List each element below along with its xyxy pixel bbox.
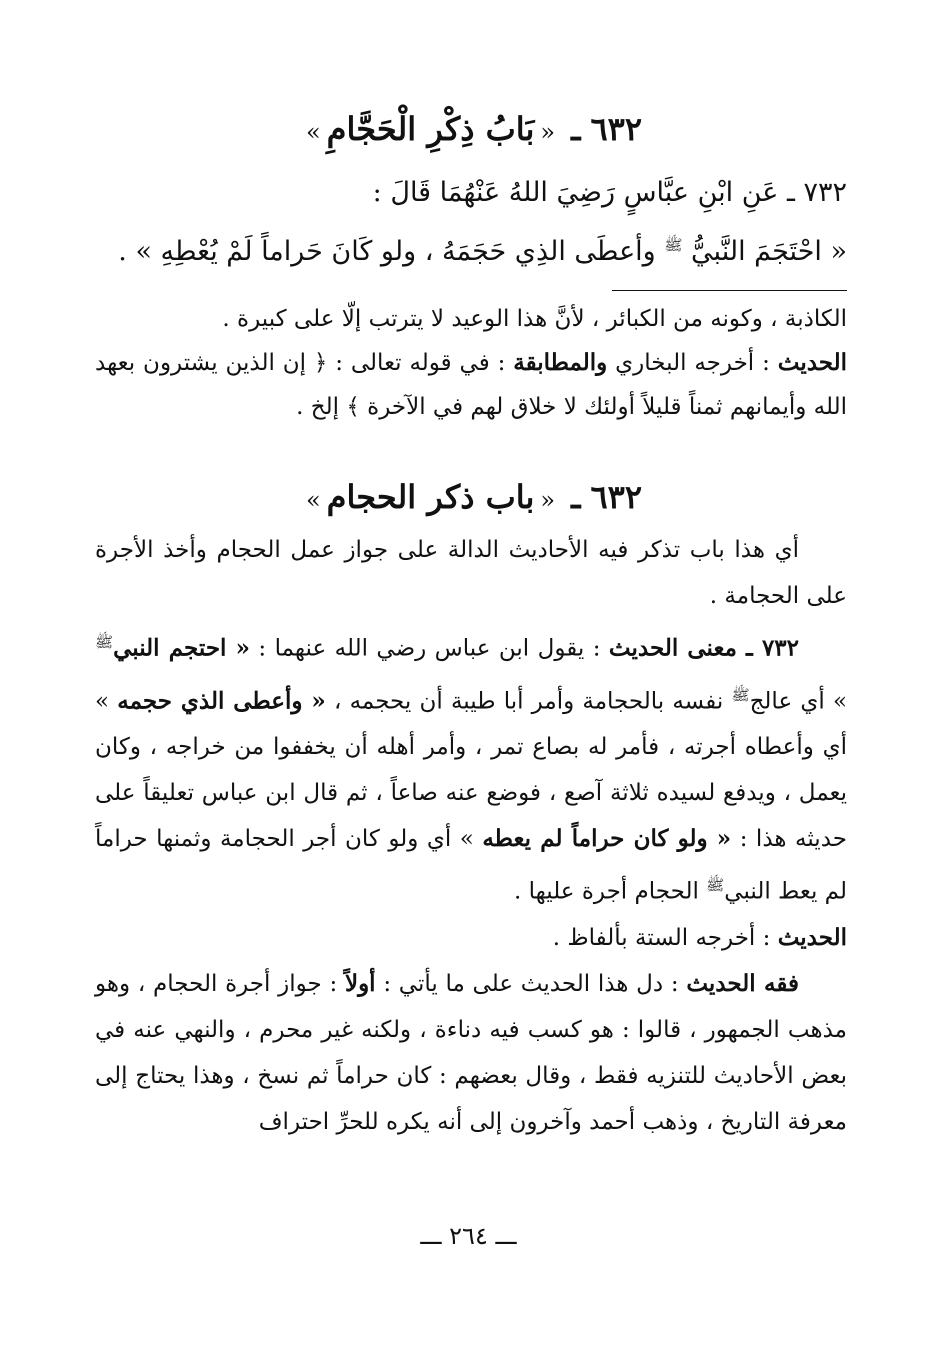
commentary-close-quote: » [305, 486, 321, 514]
page-number: ـــ ٢٦٤ ـــ [420, 1222, 517, 1250]
footnote-mutabaqa-label: والمطابقة [513, 349, 608, 376]
page-content [95, 105, 847, 1285]
hadith-matn-part2: وأعطَى الذِي حَجَمَهُ ، ولو كَانَ حَراماً لَمْ يُعْطِهِ » . [118, 236, 656, 267]
commentary-meaning [95, 619, 847, 915]
meaning-text-1: : يقول ابن عباس رضي الله عنهما : [258, 635, 601, 662]
salla-ligature: ﷺ [664, 236, 683, 254]
commentary-takhrij-text: : أخرجه الستة بألفاظ . [552, 924, 771, 951]
close-quote: » [305, 118, 321, 146]
footnote-mutabaqa-text: : في قوله تعالى : ﴿ إن الذين يشترون بعهد الله وأيمانهم ثمناً قليلاً أولئك لا خلاق لهم في الآخرة ﴾ إلخ . [95, 350, 847, 420]
fiqh-label: فقه الحديث [686, 969, 800, 997]
meaning-text-3: نفسه بالحجامة وأمر أبا طيبة أن يحجمه ، [333, 688, 724, 715]
commentary-heading-number: ٦٣٢ [590, 478, 643, 516]
meaning-label: ٧٣٢ ـ معنى الحديث [608, 634, 799, 662]
commentary-intro: أي هذا باب تذكر فيه الأحاديث الدالة على جواز عمل الحجام وأخذ الأجرة على الحجامة . [95, 537, 847, 609]
open-quote: « [540, 118, 556, 146]
salla-ligature-4: ﷺ [706, 876, 725, 895]
hadith-matn [95, 219, 847, 278]
quote-1: « احتجم النبي [113, 634, 250, 662]
chapter-title: بَابُ ذِكْرِ الْحَجَّامِ [326, 110, 535, 148]
hadith-isnad: ٧٣٢ ـ عَنِ ابْنِ عبَّاسٍ رَضِيَ اللهُ عَنْهُمَا قَالَ : [372, 177, 847, 208]
commentary-takhrij [95, 915, 847, 961]
commentary-heading-title: باب ذكر الحجام [326, 478, 535, 516]
quote-3: « ولو كان حراماً لم يعطه [482, 825, 732, 853]
footnote-line1: الكاذبة ، وكونه من الكبائر ، لأنَّ هذا الوعيد لا يترتب إلّا على كبيرة . [222, 306, 847, 332]
quote-2: « وأعطى الذي حجمه [117, 687, 326, 715]
footnote-separator [612, 290, 847, 291]
fiqh-text-1: : دل هذا الحديث على ما يأتي : [383, 970, 679, 997]
salla-ligature-2: ﷺ [95, 633, 114, 651]
chapter-heading [95, 105, 847, 153]
commentary-takhrij-label: الحديث [777, 923, 847, 951]
footnote-takhrij-text: : أخرجه البخاري [615, 350, 770, 376]
footnote-takhrij [95, 341, 847, 429]
salla-ligature-3: ﷺ [731, 685, 750, 704]
first-label: أولاً [344, 969, 376, 997]
commentary-heading-dash: ـ [571, 478, 581, 516]
meaning-text-6: الحجام أجرة عليها . [514, 878, 699, 905]
meaning-text-4: » أي وأعطاه أجرته ، فأمر له بصاع تمر ، وأمر أهله أن يخففوا من خراجه ، وكان يعمل ، ويدفع لسيده ثلاثة آصع ، فوضع عنه صاعاً ، ثم قال ابن عباس تعليقاً على حديثه هذا : [95, 688, 847, 853]
footnote-takhrij-label: الحديث [777, 349, 848, 376]
commentary-open-quote: « [540, 486, 556, 514]
commentary-fiqh [95, 961, 847, 1145]
meaning-text-5: » أي ولو كان أجر الحجامة وثمنها حراماً لم يعط النبي [95, 826, 847, 905]
hadith-matn-part1: « احْتَجَمَ النَّبيُّ [691, 236, 847, 267]
chapter-number: ٦٣٢ [590, 110, 643, 148]
fiqh-text-2: : جواز أجرة الحجام ، وهو مذهب الجمهور ، قالوا : هو كسب فيه دناءة ، ولكنه غير محرم ، والنهي عنه في بعض الأحاديث للتنزيه فقط ، وقال بعضهم : كان حراماً ثم نسخ ، وهذا يحتاج إلى معرفة التاريخ ، وذهب أحمد وآخرون إلى أنه يكره للحرِّ احتراف [95, 970, 847, 1135]
heading-dash: ـ [571, 110, 581, 148]
commentary-heading [95, 473, 847, 521]
meaning-text-2: » أي عالج [749, 688, 848, 715]
